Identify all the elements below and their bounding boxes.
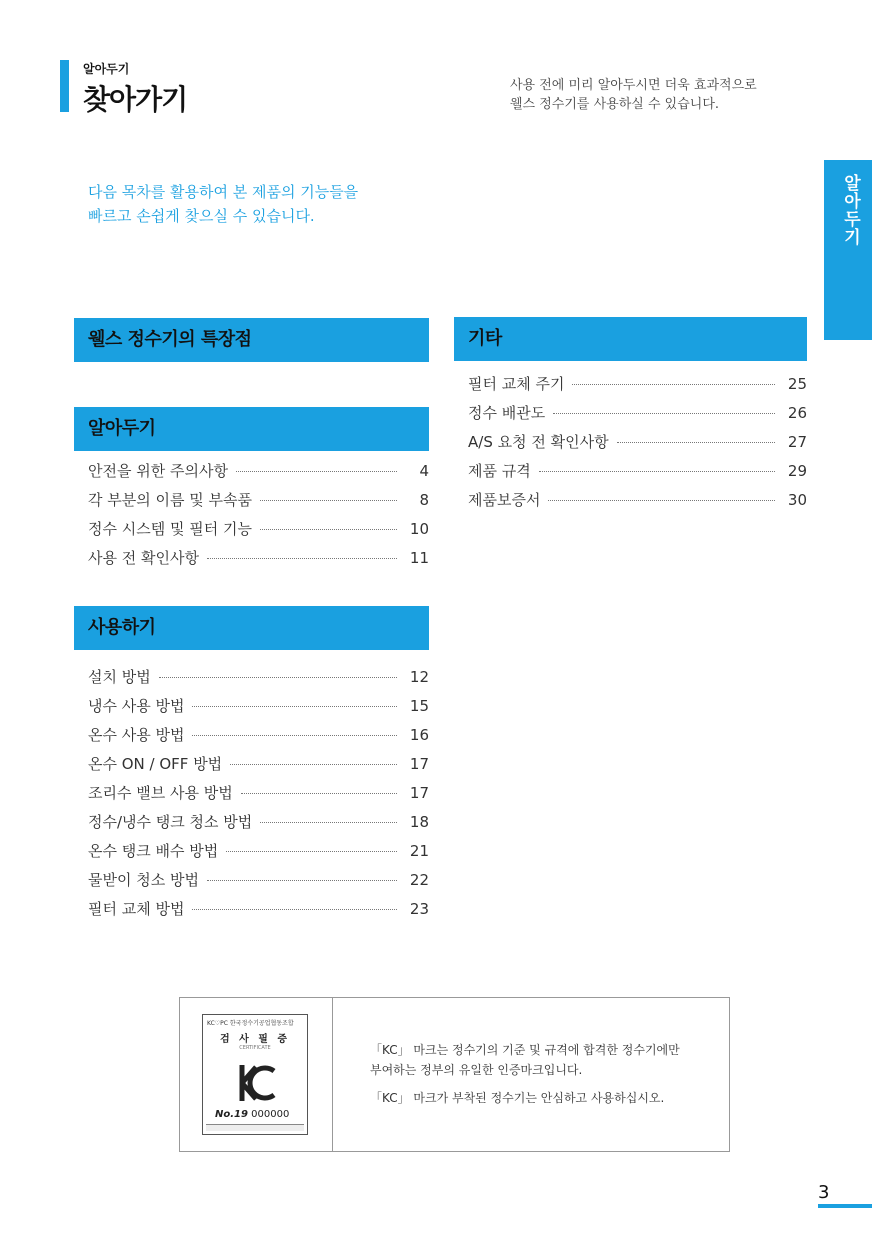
toc-entry-page: 18 [409, 813, 429, 831]
certificate-sub: CERTIFICATE [239, 1045, 271, 1051]
section-header: 웰스 정수기의 특장점 [74, 318, 429, 362]
certificate-footer [206, 1124, 304, 1131]
toc-leader-dots [260, 529, 397, 530]
intro-line: 다음 목차를 활용하여 본 제품의 기능들을 [88, 183, 359, 201]
toc-entry [74, 547, 429, 576]
toc-leader-dots [192, 706, 397, 707]
toc-leader-dots [572, 384, 775, 385]
certificate-number-value: 000000 [251, 1109, 290, 1120]
toc-entry-label: 필터 교체 주기 [468, 375, 565, 393]
kc-box-divider [332, 998, 333, 1151]
page-subtitle [510, 76, 757, 114]
toc-leader-dots [230, 764, 397, 765]
toc-entry-label: 정수 시스템 및 필터 기능 [88, 520, 252, 538]
toc-list [454, 373, 807, 518]
toc-entry [74, 811, 429, 840]
toc-entry-label: 각 부분의 이름 및 부속품 [88, 491, 252, 509]
section-etc [454, 317, 807, 518]
toc-entry-page: 29 [787, 462, 807, 480]
kc-info-box [179, 997, 730, 1152]
toc-entry-label: 물받이 청소 방법 [88, 871, 199, 889]
page-number: 3 [818, 1182, 830, 1203]
toc-entry-label: 조리수 밸브 사용 방법 [88, 784, 233, 802]
toc-entry [454, 402, 807, 431]
page-title: 찾아가기 [83, 83, 188, 116]
toc-entry-page: 15 [409, 697, 429, 715]
toc-entry [454, 460, 807, 489]
toc-entry [74, 518, 429, 547]
toc-entry-page: 16 [409, 726, 429, 744]
toc-entry [454, 431, 807, 460]
toc-entry-label: 정수/냉수 탱크 청소 방법 [88, 813, 253, 831]
toc-leader-dots [617, 442, 775, 443]
toc-leader-dots [207, 558, 397, 559]
toc-entry-page: 21 [409, 842, 429, 860]
section-header: 기타 [454, 317, 807, 361]
toc-entry [74, 489, 429, 518]
toc-entry [74, 869, 429, 898]
toc-entry-label: 냉수 사용 방법 [88, 697, 185, 715]
toc-entry-label: 사용 전 확인사항 [88, 549, 199, 567]
toc-entry [454, 373, 807, 402]
toc-list [74, 666, 429, 927]
certificate-image [202, 1014, 308, 1135]
section-header: 사용하기 [74, 606, 429, 650]
toc-leader-dots [159, 677, 397, 678]
kc-note-line: 「KC」 마크는 정수기의 기준 및 규격에 합격한 정수기에만 [370, 1043, 680, 1057]
toc-entry-page: 30 [787, 491, 807, 509]
section-know [74, 407, 429, 576]
kc-note-line: 부여하는 정부의 유일한 인증마크입니다. [370, 1063, 583, 1077]
toc-leader-dots [260, 500, 397, 501]
toc-entry [454, 489, 807, 518]
toc-entry [74, 753, 429, 782]
section-use [74, 606, 429, 927]
toc-entry-label: 온수 탱크 배수 방법 [88, 842, 219, 860]
toc-entry-label: 안전을 위한 주의사항 [88, 462, 228, 480]
toc-entry-page: 11 [409, 549, 429, 567]
toc-entry-page: 17 [409, 755, 429, 773]
toc-leader-dots [226, 851, 397, 852]
side-tab-label: 알아두기 [840, 174, 860, 246]
toc-entry-label: 온수 ON / OFF 방법 [88, 755, 223, 773]
toc-entry-page: 27 [787, 433, 807, 451]
toc-entry-page: 22 [409, 871, 429, 889]
toc-entry [74, 666, 429, 695]
toc-leader-dots [548, 500, 775, 501]
toc-leader-dots [241, 793, 397, 794]
certificate-number [215, 1109, 289, 1120]
side-tab [824, 160, 872, 340]
certificate-issuer: KC♡PC 한국정수기공업협동조합 [207, 1020, 294, 1027]
toc-entry [74, 898, 429, 927]
kc-note [370, 1040, 680, 1108]
title-accent-bar [60, 60, 69, 112]
certificate-heading: 검 사 필 증 [219, 1034, 291, 1045]
toc-leader-dots [539, 471, 775, 472]
toc-entry-label: 필터 교체 방법 [88, 900, 185, 918]
kc-note-line: 「KC」 마크가 부착된 정수기는 안심하고 사용하십시오. [370, 1091, 665, 1105]
toc-leader-dots [236, 471, 397, 472]
toc-leader-dots [260, 822, 397, 823]
toc-leader-dots [207, 880, 397, 881]
toc-entry-page: 23 [409, 900, 429, 918]
toc-entry-page: 17 [409, 784, 429, 802]
subtitle-line: 사용 전에 미리 알아두시면 더욱 효과적으로 [510, 78, 757, 93]
toc-leader-dots [192, 909, 397, 910]
toc-entry [74, 724, 429, 753]
toc-entry-page: 4 [419, 462, 429, 480]
section-header: 알아두기 [74, 407, 429, 451]
toc-entry-label: A/S 요청 전 확인사항 [468, 433, 609, 451]
intro-line: 빠르고 손쉽게 찾으실 수 있습니다. [88, 207, 315, 225]
subtitle-line: 웰스 정수기를 사용하실 수 있습니다. [510, 97, 720, 112]
toc-entry [74, 460, 429, 489]
toc-entry-label: 설치 방법 [88, 668, 151, 686]
toc-entry-label: 정수 배관도 [468, 404, 546, 422]
toc-leader-dots [553, 413, 775, 414]
toc-entry [74, 840, 429, 869]
toc-entry [74, 695, 429, 724]
toc-entry-page: 10 [409, 520, 429, 538]
toc-entry [74, 782, 429, 811]
toc-list [74, 460, 429, 576]
toc-entry-page: 8 [419, 491, 429, 509]
certificate-number-prefix: No.19 [215, 1109, 248, 1120]
toc-entry-page: 12 [409, 668, 429, 686]
kc-mark-icon [232, 1059, 280, 1107]
toc-entry-label: 제품보증서 [468, 491, 541, 509]
toc-entry-label: 온수 사용 방법 [88, 726, 185, 744]
page-number-underline [818, 1204, 872, 1208]
intro-text [88, 180, 358, 228]
toc-entry-page: 26 [787, 404, 807, 422]
toc-leader-dots [192, 735, 397, 736]
toc-entry-label: 제품 규격 [468, 462, 531, 480]
section-eyebrow: 알아두기 [83, 62, 130, 76]
section-features [74, 318, 429, 362]
toc-entry-page: 25 [787, 375, 807, 393]
